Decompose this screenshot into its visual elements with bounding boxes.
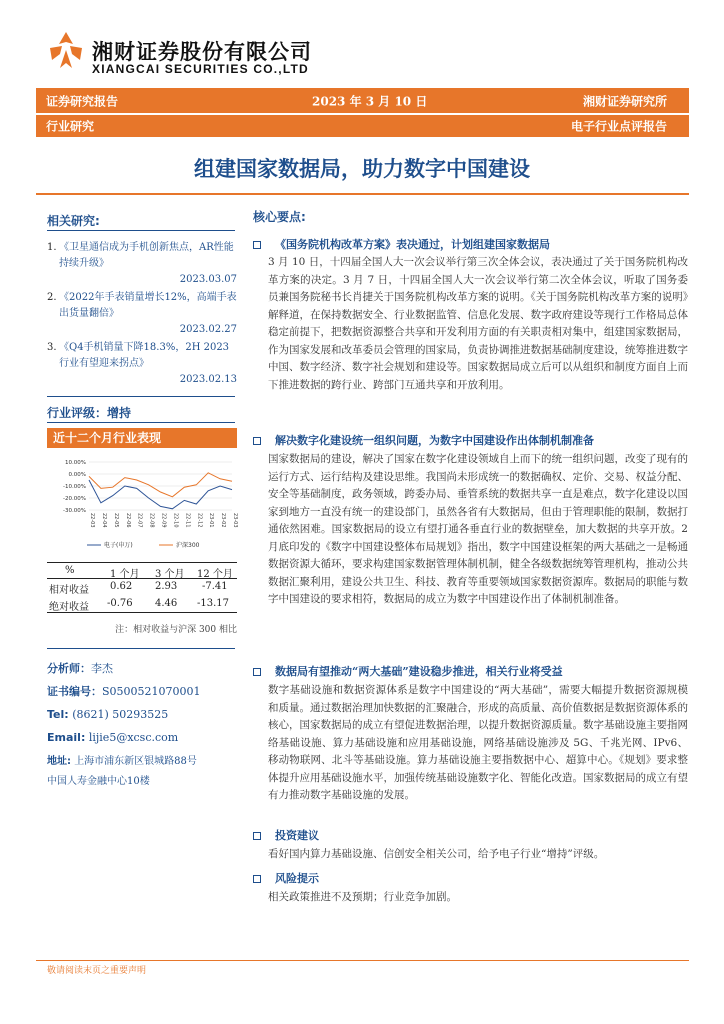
analyst-label: 分析师： <box>47 662 91 675</box>
email-label: Email: <box>47 731 86 744</box>
x-tick-label: 22-08 <box>148 513 155 528</box>
table-cell: -13.17 <box>197 598 230 609</box>
table-header-cell: 12 个月 <box>197 569 233 580</box>
footer-disclaimer: 敬请阅读末页之重要声明 <box>47 966 147 976</box>
section-body: 相关政策推进不及预期；行业竞争加剧。 <box>268 891 457 903</box>
rating-divider-bottom <box>47 422 235 423</box>
table-note: 注：相对收益与沪深 300 相比 <box>115 625 237 635</box>
table-cell: 相对收益 <box>49 585 89 596</box>
section-heading-text: 风险提示 <box>275 872 319 885</box>
footer-divider <box>36 960 689 961</box>
x-tick-label: 23-02 <box>220 513 227 528</box>
table-row <box>47 579 237 596</box>
email-row <box>47 726 242 749</box>
tel-number: (8621) 50293525 <box>72 708 169 721</box>
research-item[interactable] <box>47 340 237 388</box>
tel-row <box>47 703 242 726</box>
research-item[interactable] <box>47 240 237 288</box>
company-logo-icon <box>46 30 86 70</box>
address-row <box>47 752 247 772</box>
section-heading <box>253 663 563 679</box>
x-tick-label: 22-11 <box>184 513 191 528</box>
table-header-cell: 1 个月 <box>110 569 140 580</box>
section-heading <box>253 870 319 886</box>
header-band-top <box>36 88 689 113</box>
research-item-number: 1. <box>47 242 57 253</box>
legend-label-hs300: 沪深300 <box>176 542 200 549</box>
research-item-title[interactable]: 《卫星通信成为手机创新焦点，AR性能持续升级》 <box>59 242 234 269</box>
y-tick-label: 0.00% <box>68 472 86 478</box>
table-cell: 4.46 <box>155 598 178 609</box>
report-category: 行业研究 <box>46 119 95 134</box>
email-link[interactable]: lijie5@xcsc.com <box>88 731 179 744</box>
x-tick-label: 23-01 <box>208 513 215 528</box>
research-item[interactable] <box>47 290 237 338</box>
table-header-cell: % <box>65 565 75 576</box>
performance-table <box>47 562 237 635</box>
table-row <box>47 596 237 613</box>
section-body: 国家数据局的建设，解决了国家在数字化建设领域自上而下的统一组织问题，改变了现有的运行方式、运行结构及建设思维。我国尚未形成统一的数据确权、定价、交易、权益分配、安全等基础制度，政务领域，跨委办局、垂管系统的数据共享一直是难点，数字化建设以国家到地方一直没有统一的建设部门，虽然各省有大数据局，但由于管理职能的限制，数据打通依然困难。国家数据局的设立有望打通各垂直行业的数据壁垒，加大数据的共享开放。2 月底印发的《数字中国建设整体布局规划》指出，数字中国建设框架的两大基础之一是畅通数据资源大循环，要求构建国家数据管理体制机制，健全各级数据统筹管理机构，推动公共数据汇聚利用，建设公共卫生、科技、教育等重要领域国家数据资源库。数据局的职能与数字中国建设的要求相符，数据局的成立为数字中国建设作出了体制机制准备。 <box>268 453 688 605</box>
x-tick-label: 22-09 <box>160 513 167 528</box>
company-name-cn: 湘财证券股份有限公司 <box>92 40 312 64</box>
table-cell: -7.41 <box>202 581 228 592</box>
research-item-date: 2023.02.27 <box>179 324 237 335</box>
address-line: 中国人寿金融中心10楼 <box>47 776 150 787</box>
core-points-title: 核心要点: <box>253 210 306 224</box>
section-body: 3 月 10 日，十四届全国人大一次会议举行第三次全体会议，表决通过了关于国务院机构改革方案的决定。3 月 7 日，十四届全国人大一次会议举行第二次全体会议，听取了国务委员兼国务院秘书长肖捷关于国务院机构改革方案的说明。《关于国务院机构改革方案的说明》解释道，在保持数据安全、行业数据监管、信息化发展、数字政府建设等现行工作格局总体稳定前提下，把数据资源整合共享和开发利用方面的有关职责相对集中，组建国家数据局，作为国家发展和改革委员会管理的国家局，负责协调推进数据基础制度建设，统筹推进数字中国、数字经济、数字社会规划和建设等。国家数据局成立后可以从组织和制度方面自上而下推进数据的跨行业、跨部门互通共享和开放利用。 <box>268 256 688 391</box>
analyst-divider <box>47 648 235 649</box>
x-tick-label: 22-03 <box>89 513 95 528</box>
section-heading <box>253 236 550 252</box>
checkbox-bullet-icon <box>253 832 261 840</box>
cert-row <box>47 680 242 703</box>
checkbox-bullet-icon <box>253 437 261 445</box>
performance-title: 近十二个月行业表现 <box>47 428 237 448</box>
address-info <box>47 752 247 792</box>
series-line-hs300 <box>89 473 232 497</box>
analyst-row <box>47 657 242 680</box>
cert-label: 证书编号： <box>47 685 102 698</box>
y-tick-label: 10.00% <box>65 460 86 466</box>
section-heading-text: 解决数字化建设统一组织问题，为数字中国建设作出体制机制准备 <box>275 434 594 447</box>
section-heading-text: 数据局有望推动“两大基础”建设稳步推进，相关行业将受益 <box>275 665 563 678</box>
address-label: 地址: <box>47 756 71 767</box>
analyst-info <box>47 657 242 749</box>
x-tick-label: 22-07 <box>136 513 143 528</box>
report-date: 2023 年 3 月 10 日 <box>312 94 428 108</box>
research-item-date: 2023.02.13 <box>179 374 237 385</box>
title-divider <box>36 193 689 195</box>
checkbox-bullet-icon <box>253 241 261 249</box>
page-title: 组建国家数据局，助力数字中国建设 <box>194 157 530 181</box>
x-tick-label: 23-03 <box>232 513 238 528</box>
x-tick-label: 22-06 <box>124 513 131 528</box>
y-tick-label: -30.00% <box>63 508 86 514</box>
address-line: 上海市浦东新区银城路88号 <box>74 756 197 767</box>
related-research-divider <box>47 230 235 231</box>
company-name-en: XIANGCAI SECURITIES CO.,LTD <box>92 62 309 76</box>
y-tick-label: -10.00% <box>63 484 86 490</box>
section-body: 数字基础设施和数据资源体系是数字中国建设的“两大基础”，需要大幅提升数据资源规模和质量。通过数据治理加快数据的汇聚融合，形成的高质量、高价值数据是数据资源体系的核心，国家数据局的成立有望促进数据治理，以提升数据资源质量。数字基础设施主要指网络基础设施、算力基础设施和应用基础设施，网络基础设施涉及 5G、千兆光网、IPv6、移动物联网、北斗等基础设施。算力基础设施主要指数据中心、超算中心。《规划》要求整体提升应用基础设施水平，加强传统基础设施数字化、智能化改造。国家数据局的成立有望有力推动数字基础设施的发展。 <box>268 684 688 801</box>
related-research-title: 相关研究: <box>47 214 100 228</box>
section-heading-text: 投资建议 <box>275 829 319 842</box>
x-tick-label: 22-05 <box>112 513 119 528</box>
analyst-name: 李杰 <box>91 662 113 675</box>
research-item-number: 3. <box>47 342 57 353</box>
table-cell: 0.62 <box>110 581 133 592</box>
institute-name: 湘财证券研究所 <box>582 94 667 108</box>
performance-chart <box>47 452 237 554</box>
table-cell: 绝对收益 <box>49 602 89 613</box>
table-cell: -0.76 <box>107 598 133 609</box>
section-body: 看好国内算力基础设施、信创安全相关公司，给予电子行业“增持”评级。 <box>268 848 605 860</box>
section-heading <box>253 827 319 843</box>
research-item-number: 2. <box>47 292 57 303</box>
header-band-bottom <box>36 115 689 137</box>
checkbox-bullet-icon <box>253 668 261 676</box>
report-type: 证券研究报告 <box>46 94 119 108</box>
related-research-list <box>47 240 237 390</box>
table-header-cell: 3 个月 <box>155 569 185 580</box>
industry-rating: 行业评级：增持 <box>47 406 132 420</box>
section-heading-text: 《国务院机构改革方案》表决通过，计划组建国家数据局 <box>275 238 550 251</box>
research-item-title[interactable]: 《Q4手机销量下降18.3%，2H 2023行业有望迎来拐点》 <box>59 342 230 369</box>
x-tick-label: 22-04 <box>100 513 107 528</box>
table-cell: 2.93 <box>155 581 178 592</box>
tel-label: Tel: <box>47 708 69 721</box>
x-tick-label: 22-10 <box>172 513 179 528</box>
x-tick-label: 22-12 <box>196 513 203 528</box>
report-subcategory: 电子行业点评报告 <box>570 119 667 134</box>
series-line-electronics <box>89 480 232 509</box>
checkbox-bullet-icon <box>253 875 261 883</box>
research-item-date: 2023.03.07 <box>179 274 237 285</box>
rating-divider-top <box>47 396 235 397</box>
table-header-row <box>47 562 237 579</box>
legend-label-electronics: 电子(申万) <box>104 542 133 549</box>
research-item-title[interactable]: 《2022年手表销量增长12%，高端手表出货量翻倍》 <box>59 292 237 319</box>
y-tick-label: -20.00% <box>63 496 86 502</box>
section-heading <box>253 432 594 448</box>
cert-number: S0500521070001 <box>102 685 201 698</box>
